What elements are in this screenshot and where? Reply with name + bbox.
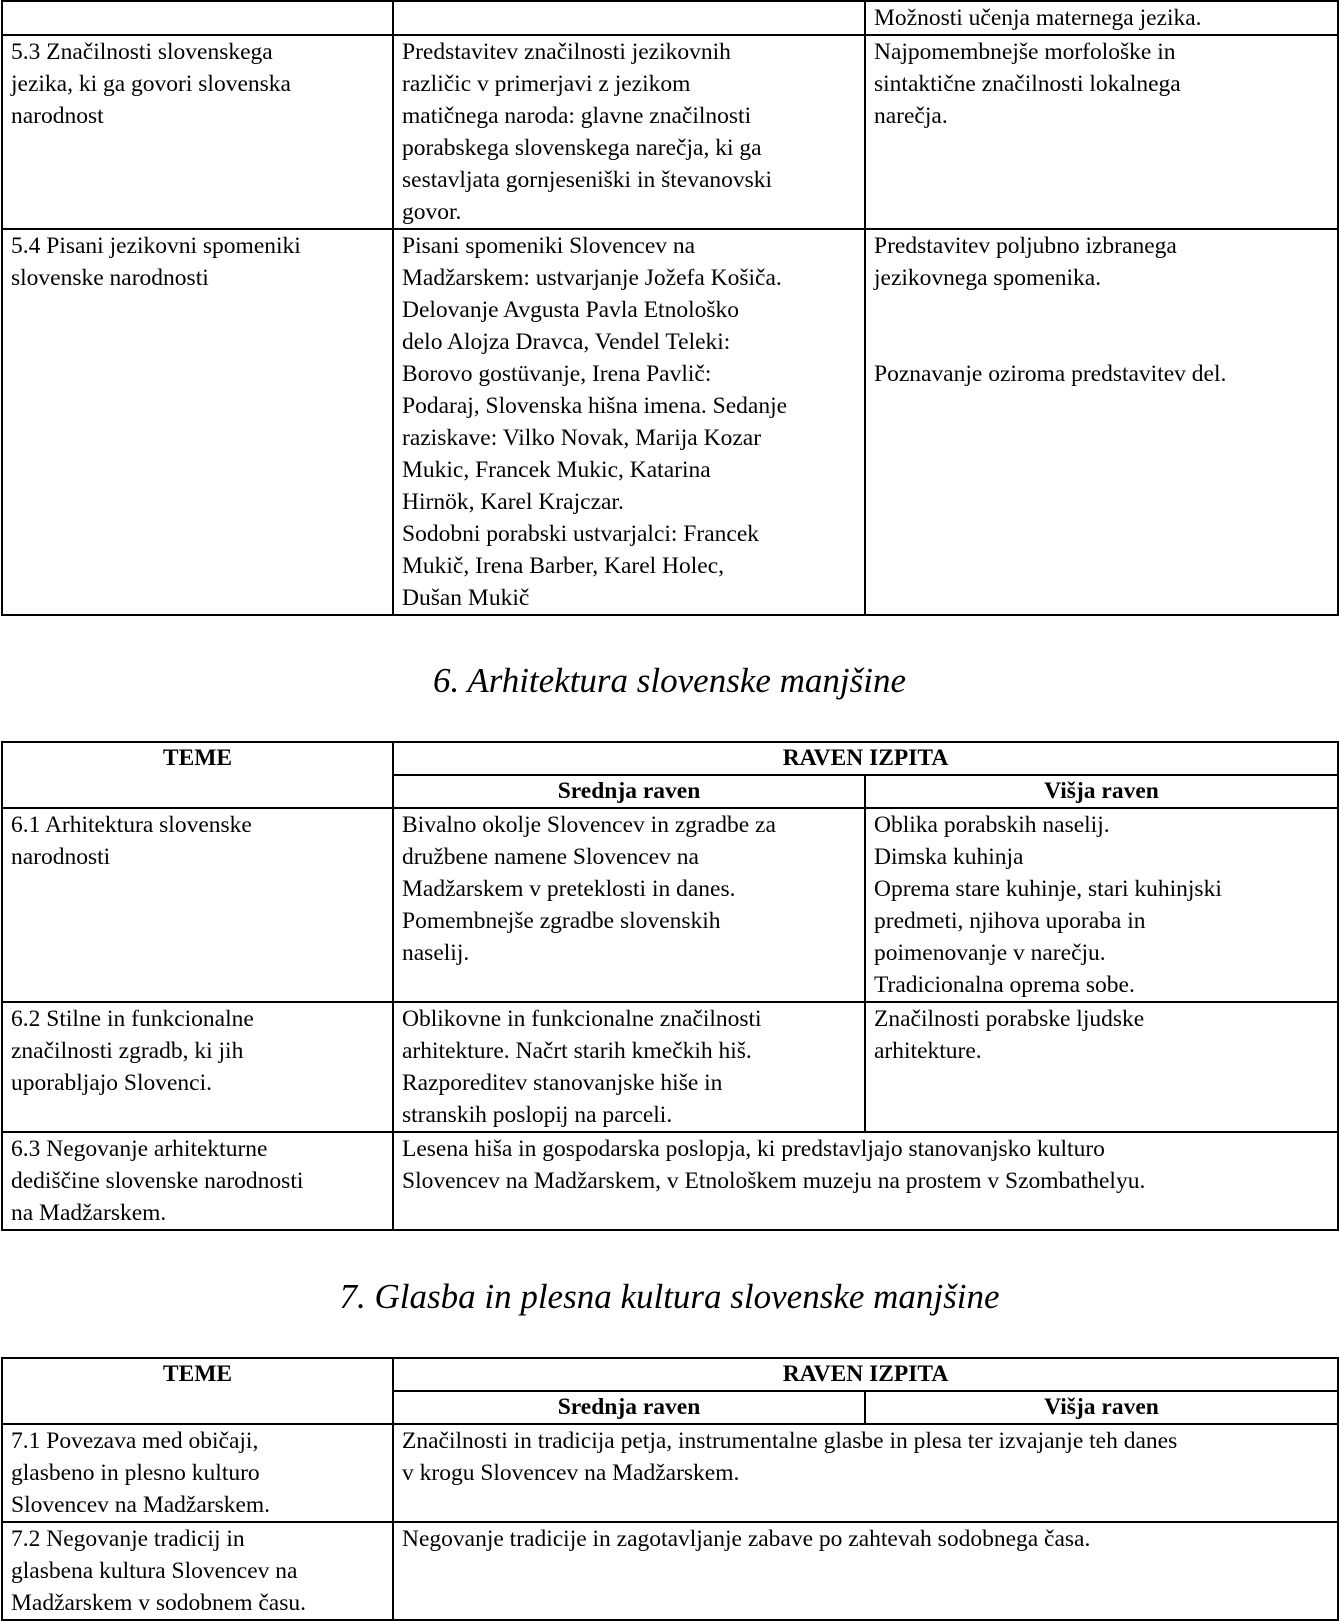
table-row [2, 229, 1338, 615]
cell-line: Tradicionalna oprema sobe. [874, 972, 1135, 998]
cell-line: Razporeditev stanovanjske hiše in [402, 1070, 723, 1096]
cell-line: različic v primerjavi z jezikom [402, 71, 691, 97]
cell-line: Mukic, Francek Mukic, Katarina [402, 457, 711, 483]
secondary-cell [393, 35, 865, 229]
cell-line: na Madžarskem. [11, 1200, 167, 1226]
higher-cell [865, 35, 1338, 229]
higher-cell [865, 808, 1338, 1002]
cell-line: Madžarskem v sodobnem času. [11, 1590, 306, 1616]
table-row [2, 1, 1338, 35]
section5-table [1, 0, 1339, 616]
cell-line: Slovencev na Madžarskem. [11, 1492, 271, 1518]
topic-cell [2, 1424, 393, 1522]
cell-line: 7.2 Negovanje tradicij in [11, 1526, 245, 1552]
section-heading: 7. Glasba in plesna kultura slovenske manjšine [339, 1277, 1000, 1316]
cell-line: arhitekture. [874, 1038, 982, 1064]
topic-cell [2, 1132, 393, 1230]
cell-line: narodnost [11, 103, 104, 129]
cell-line: Borovo gostüvanje, Irena Pavlič: [402, 361, 712, 387]
topic-cell [2, 35, 393, 229]
section-heading: 6. Arhitektura slovenske manjšine [432, 661, 907, 700]
cell-line: naselij. [402, 940, 470, 966]
topic-cell [2, 229, 393, 615]
merged-level-cell [393, 1132, 1338, 1230]
cell-line: raziskave: Vilko Novak, Marija Kozar [402, 425, 762, 451]
table-row [2, 808, 1338, 1002]
column-header-level: RAVEN IZPITA [393, 742, 1338, 775]
cell-line: Madžarskem: ustvarjanje Jožefa Košiča. [402, 265, 782, 291]
column-header-higher: Višja raven [865, 1391, 1338, 1424]
column-header-topics: TEME [2, 742, 393, 808]
cell-line: Dušan Mukič [402, 585, 530, 611]
cell-line: predmeti, njihova uporaba in [874, 908, 1146, 934]
header-row [2, 742, 1338, 775]
cell-line: Oblika porabskih naselij. [874, 812, 1110, 838]
cell-line: sintaktične značilnosti lokalnega [874, 71, 1181, 97]
cell-line: Lesena hiša in gospodarska poslopja, ki predstavljajo stanovanjsko kulturo [402, 1136, 1105, 1162]
column-header-secondary: Srednja raven [393, 775, 865, 808]
cell-line: Pisani spomeniki Slovencev na [402, 233, 696, 259]
column-header-secondary: Srednja raven [393, 1391, 865, 1424]
cell-line: narodnosti [11, 844, 111, 870]
column-header-level: RAVEN IZPITA [393, 1358, 1338, 1391]
merged-level-cell [393, 1522, 1338, 1620]
section7-table [1, 1357, 1339, 1621]
header-row [2, 1358, 1338, 1391]
cell-line: delo Alojza Dravca, Vendel Teleki: [402, 329, 731, 355]
cell-line: sestavljata gornjeseniški in števanovski [402, 167, 773, 193]
topic-cell [2, 1, 393, 35]
cell-line: Podaraj, Slovenska hišna imena. Sedanje [402, 393, 788, 419]
table-row [2, 1424, 1338, 1522]
cell-line: Najpomembnejše morfološke in [874, 39, 1176, 65]
cell-line: Dimska kuhinja [874, 844, 1024, 870]
cell-line: Oblikovne in funkcionalne značilnosti [402, 1006, 762, 1032]
cell-line: Možnosti učenja maternega jezika. [874, 5, 1202, 31]
cell-line: Slovencev na Madžarskem, v Etnološkem muzeju na prostem v Szombathelyu. [402, 1168, 1146, 1194]
section6-table [1, 741, 1339, 1231]
cell-line: 6.3 Negovanje arhitekturne [11, 1136, 268, 1162]
cell-line: 6.1 Arhitektura slovenske [11, 812, 252, 838]
cell-line: Negovanje tradicije in zagotavljanje zabave po zahtevah sodobnega časa. [402, 1526, 1091, 1552]
cell-line: arhitekture. Načrt starih kmečkih hiš. [402, 1038, 752, 1064]
cell-line: družbene namene Slovencev na [402, 844, 699, 870]
higher-cell [865, 1, 1338, 35]
cell-line: govor. [402, 199, 462, 225]
cell-line: 6.2 Stilne in funkcionalne [11, 1006, 254, 1032]
higher-cell [865, 229, 1338, 615]
cell-line: Madžarskem v preteklosti in danes. [402, 876, 736, 902]
cell-line: Mukič, Irena Barber, Karel Holec, [402, 553, 725, 579]
cell-line: Pomembnejše zgradbe slovenskih [402, 908, 721, 934]
cell-line: slovenske narodnosti [11, 265, 209, 291]
cell-line: 7.1 Povezava med običaji, [11, 1428, 259, 1454]
table-row [2, 35, 1338, 229]
cell-line: poimenovanje v narečju. [874, 940, 1106, 966]
cell-line: jezika, ki ga govori slovenska [11, 71, 291, 97]
cell-line: Predstavitev značilnosti jezikovnih [402, 39, 731, 65]
topic-cell [2, 1522, 393, 1620]
table-row [2, 1002, 1338, 1132]
cell-line: glasbeno in plesno kulturo [11, 1460, 260, 1486]
cell-line: porabskega slovenskega narečja, ki ga [402, 135, 762, 161]
cell-line: Oprema stare kuhinje, stari kuhinjski [874, 876, 1222, 902]
cell-line: Delovanje Avgusta Pavla Etnološko [402, 297, 739, 323]
topic-cell [2, 1002, 393, 1132]
cell-line: Predstavitev poljubno izbranega [874, 233, 1177, 259]
column-header-topics: TEME [2, 1358, 393, 1424]
higher-cell [865, 1002, 1338, 1132]
cell-line: Sodobni porabski ustvarjalci: Francek [402, 521, 759, 547]
cell-line: Hirnök, Karel Krajczar. [402, 489, 624, 515]
cell-line: matičnega naroda: glavne značilnosti [402, 103, 752, 129]
table-row [2, 1132, 1338, 1230]
cell-line: glasbena kultura Slovencev na [11, 1558, 298, 1584]
cell-line: Bivalno okolje Slovencev in zgradbe za [402, 812, 776, 838]
secondary-cell [393, 1, 865, 35]
cell-line: dediščine slovenske narodnosti [11, 1168, 304, 1194]
cell-line: Značilnosti porabske ljudske [874, 1006, 1145, 1032]
cell-line: v krogu Slovencev na Madžarskem. [402, 1460, 740, 1486]
secondary-cell [393, 229, 865, 615]
column-header-higher: Višja raven [865, 775, 1338, 808]
cell-line: narečja. [874, 103, 948, 129]
cell-line: uporabljajo Slovenci. [11, 1070, 213, 1096]
table-row [2, 1522, 1338, 1620]
merged-level-cell [393, 1424, 1338, 1522]
cell-line: jezikovnega spomenika. [874, 265, 1102, 291]
cell-spacer [874, 294, 1337, 358]
cell-line: 5.4 Pisani jezikovni spomeniki [11, 233, 301, 259]
topic-cell [2, 808, 393, 1002]
cell-line: stranskih poslopij na parceli. [402, 1102, 673, 1128]
cell-line: Poznavanje oziroma predstavitev del. [874, 361, 1227, 387]
secondary-cell [393, 1002, 865, 1132]
cell-line: Značilnosti in tradicija petja, instrumentalne glasbe in plesa ter izvajanje teh danes [402, 1428, 1178, 1454]
secondary-cell [393, 808, 865, 1002]
cell-line: 5.3 Značilnosti slovenskega [11, 39, 273, 65]
cell-line: značilnosti zgradb, ki jih [11, 1038, 244, 1064]
